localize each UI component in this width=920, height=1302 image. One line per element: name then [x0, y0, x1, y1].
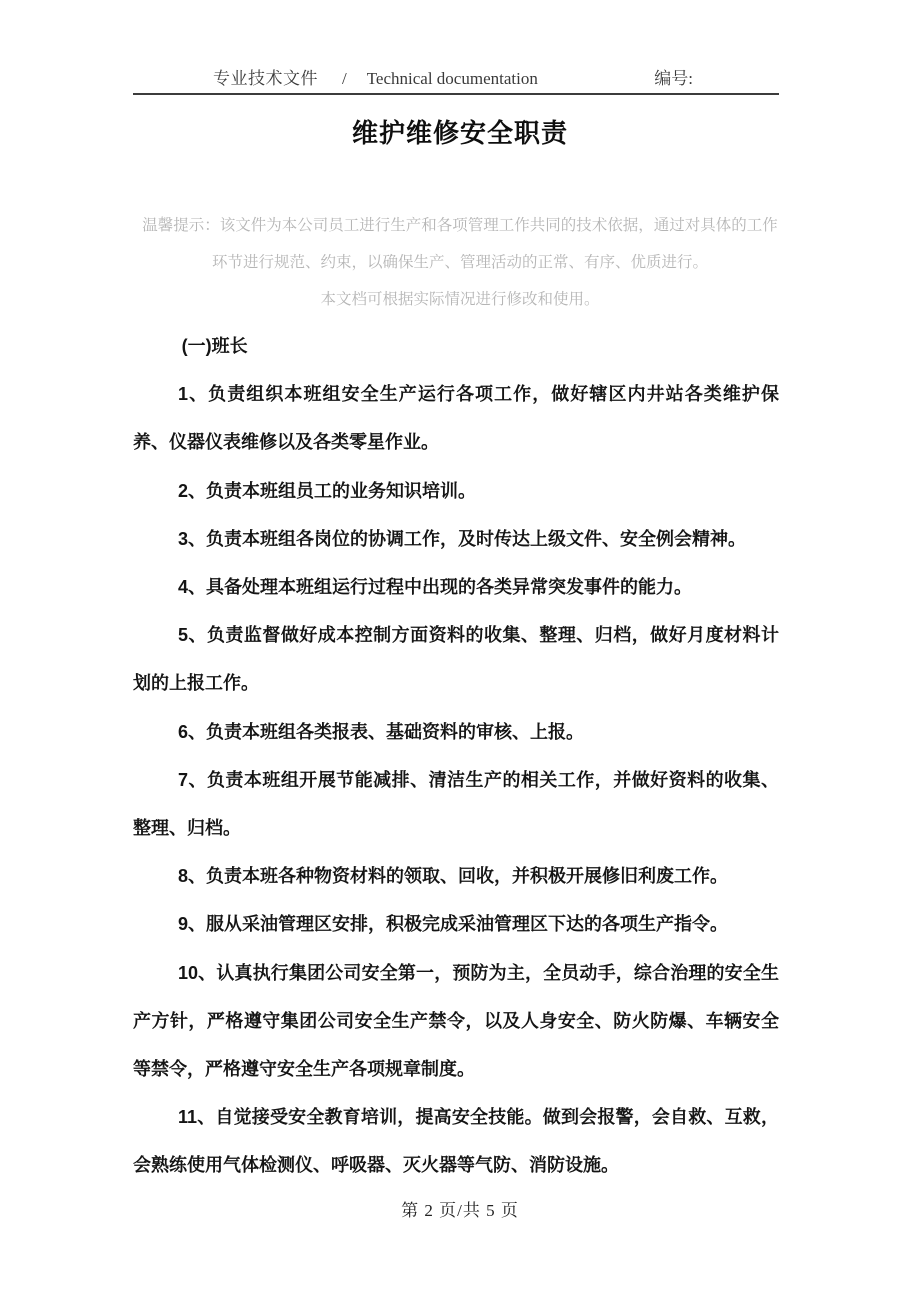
header-doc-type-cn: 专业技术文件	[213, 69, 318, 88]
document-title: 维护维修安全职责	[351, 118, 568, 148]
document-body	[133, 322, 779, 1190]
duty-item: 9、服从采油管理区安排，积极完成采油管理区下达的各项生产指令。	[178, 914, 729, 935]
section-heading: (一)班长	[181, 336, 248, 356]
header-doc-type-en: Technical documentation	[366, 69, 538, 88]
duty-item: 6、负责本班组各类报表、基础资料的审核、上报。	[178, 721, 585, 742]
duty-item: 11、自觉接受安全教育培训，提高安全技能。做到会报警，会自救、互救，会熟练使用气体检测仪、呼吸器、灭火器等气防、消防设施。	[133, 1107, 779, 1176]
notice-paragraph: 温馨提示：该文件为本公司员工进行生产和各项管理工作共同的技术依据，通过对具体的工作环节进行规范、约束，以确保生产、管理活动的正常、有序、优质进行。	[142, 217, 778, 271]
duty-item: 5、负责监督做好成本控制方面资料的收集、整理、归档，做好月度材料计划的上报工作。	[133, 625, 779, 694]
notice-block	[137, 207, 783, 318]
page-number: 第 2 页/共 5 页	[401, 1201, 519, 1220]
page-header	[133, 64, 779, 95]
duty-item: 3、负责本班组各岗位的协调工作，及时传达上级文件、安全例会精神。	[178, 528, 747, 549]
notice-paragraph: 本文档可根据实际情况进行修改和使用。	[320, 291, 600, 308]
duty-item: 2、负责本班组员工的业务知识培训。	[178, 480, 477, 501]
duty-item: 8、负责本班各种物资材料的领取、回收，并积极开展修旧利废工作。	[178, 866, 729, 887]
header-number-label: 编号:	[654, 69, 693, 88]
duty-item: 4、具备处理本班组运行过程中出现的各类异常突发事件的能力。	[178, 577, 693, 598]
duty-item: 7、负责本班组开展节能减排、清洁生产的相关工作，并做好资料的收集、整理、归档。	[133, 769, 779, 839]
duty-item: 10、认真执行集团公司安全第一，预防为主，全员动手，综合治理的安全生产方针，严格遵守集团公司安全生产禁令，以及人身安全、防火防爆、车辆安全等禁令，严格遵守安全生产各项规章制度。	[133, 962, 779, 1080]
duty-item: 1、负责组织本班组安全生产运行各项工作，做好辖区内井站各类维护保养、仪器仪表维修以及各类零星作业。	[133, 384, 779, 453]
page-footer	[0, 1196, 920, 1221]
header-separator: /	[342, 69, 347, 88]
